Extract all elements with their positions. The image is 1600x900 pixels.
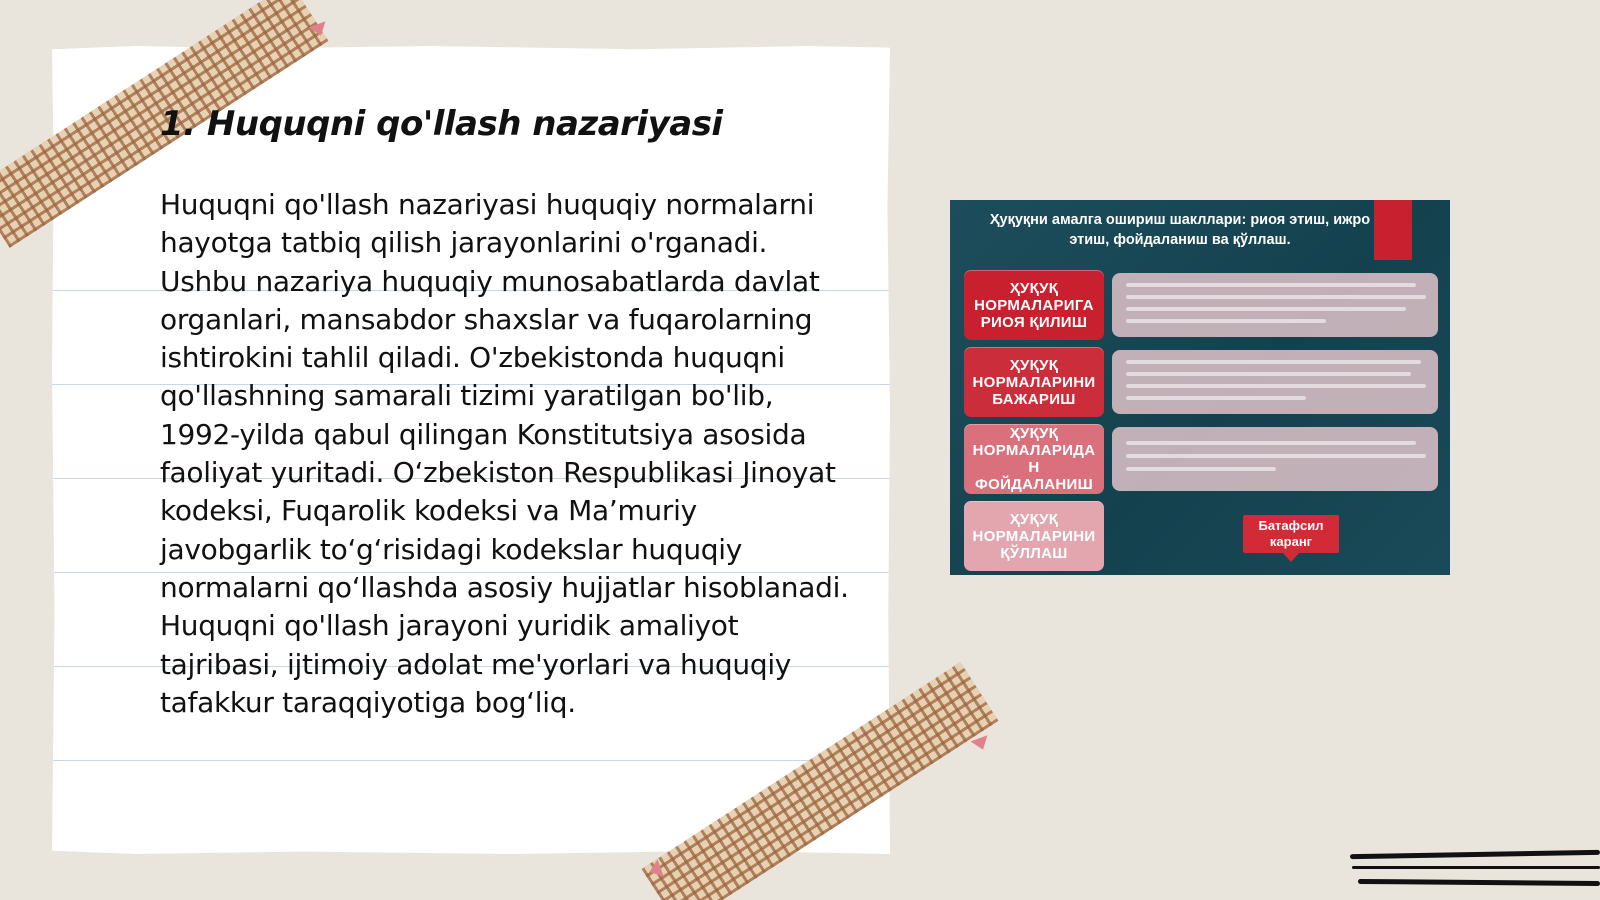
tape-tab-icon [970, 735, 991, 752]
details-button[interactable]: Батафсил каранг [1243, 515, 1339, 553]
decorative-stroke [1350, 850, 1600, 859]
decorative-stroke [1358, 879, 1600, 886]
arrow-down-icon [1283, 553, 1299, 562]
infographic-row-label: ҲУҚУҚ НОРМАЛАРИДА Н ФОЙДАЛАНИШ [964, 424, 1104, 494]
infographic-row-label: ҲУҚУҚ НОРМАЛАРИНИ ҚЎЛЛАШ [964, 501, 1104, 571]
infographic-row-description [1112, 350, 1438, 414]
infographic-row [964, 424, 1440, 494]
infographic-row [964, 270, 1440, 340]
decorative-stroke [1352, 866, 1600, 869]
infographic-image [950, 200, 1450, 575]
paper-rule [52, 760, 890, 761]
infographic-row-description [1112, 273, 1438, 337]
slide-title: 1. Huquqni qo'llash nazariyasi [160, 104, 723, 144]
infographic-row-label: ҲУҚУҚ НОРМАЛАРИГА РИОЯ ҚИЛИШ [964, 270, 1104, 340]
infographic-row [964, 347, 1440, 417]
infographic-row [964, 501, 1440, 571]
infographic-row-label: ҲУҚУҚ НОРМАЛАРИНИ БАЖАРИШ [964, 347, 1104, 417]
slide-body-text: Huquqni qo'llash nazariyasi huquqiy normalarni hayotga tatbiq qilish jarayonlarini o'rganadi. Ushbu nazariya huquqiy munosabatlarda davlat organlari, mansabdor shaxslar va fuqarolarning ishtirokini tahlil qiladi. O'zbekistonda huquqni qo'llashning samarali tizimi yaratilgan bo'lib, 1992-yilda qabul qilingan Konstitutsiya asosida faoliyat yuritadi. O‘zbekiston Respublikasi Jinoyat kodeksi, Fuqarolik kodeksi va Ma’muriy javobgarlik to‘g‘risidagi kodekslar huquqiy normalarni qo‘llashda asosiy hujjatlar hisoblanadi. Huquqni qo'llash jarayoni yuridik amaliyot tajribasi, ijtimoiy adolat me'yorlari va huquqiy tafakkur taraqqiyotiga bog‘liq. [160, 188, 849, 719]
infographic-row-description [1112, 427, 1438, 491]
infographic-header: Ҳуқуқни амалга ошириш шакллари: риоя этиш, ижро этиш, фойдаланиш ва қўллаш. [989, 212, 1371, 248]
